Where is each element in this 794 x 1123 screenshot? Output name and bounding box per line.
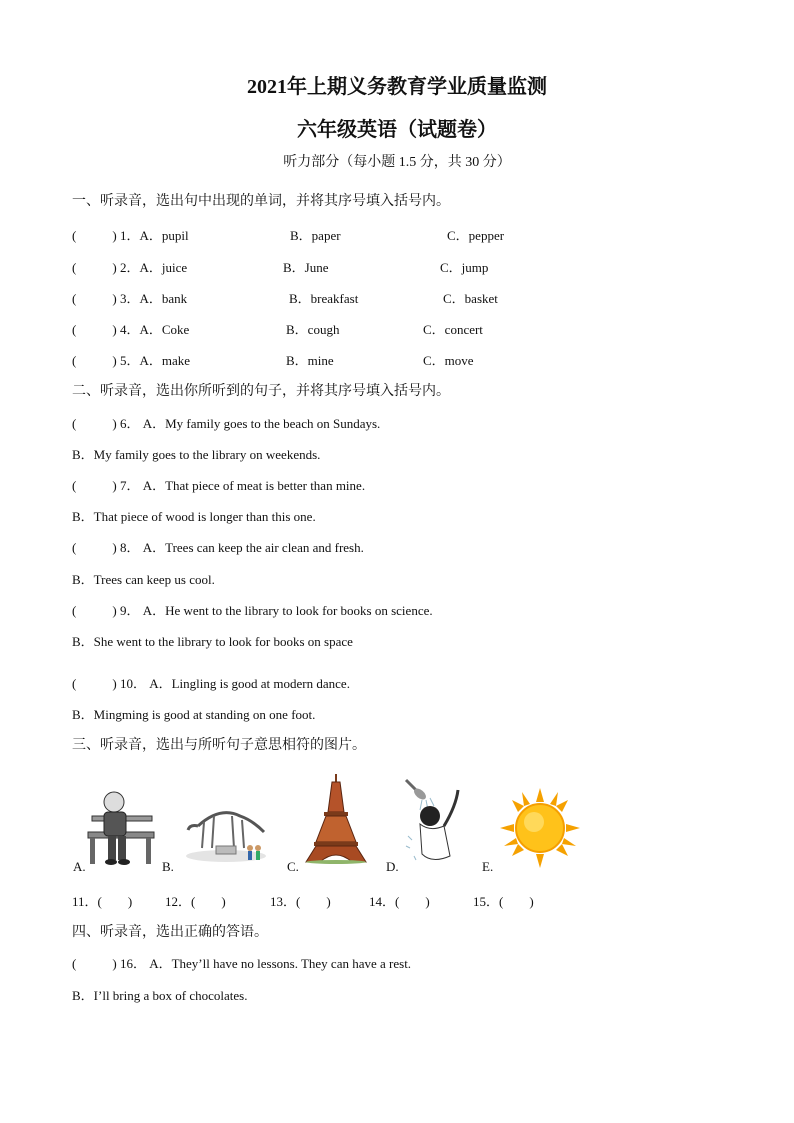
option-b: B．I’ll bring a box of chocolates. xyxy=(72,988,248,1003)
answer-blank-11[interactable]: 11．( ) xyxy=(72,894,133,909)
list-item: ( ) 2．A．juice xyxy=(72,260,188,275)
list-item: ( ) 4．A．Coke xyxy=(72,322,190,337)
section1-heading: 一、听录音，选出句中出现的单词，并将其序号填入括号内。 xyxy=(72,194,450,209)
answer-blank-13[interactable]: 13．( ) xyxy=(270,894,331,909)
option-b: B．She went to the library to look for books on space xyxy=(72,634,353,649)
dinosaur-skeleton-icon xyxy=(180,798,272,866)
answer-blank-14[interactable]: 14．( ) xyxy=(369,894,430,909)
list-item: ( ) 5．A．make xyxy=(72,353,190,368)
sun-icon xyxy=(500,788,580,868)
list-item: ( ) 1．A．pupil xyxy=(72,228,189,243)
picture-label-c: C. xyxy=(287,859,299,874)
list-item: ( ) 3．A．bank xyxy=(72,291,188,306)
option-c: C．jump xyxy=(440,260,489,275)
eiffel-tower-icon xyxy=(302,772,370,864)
list-item: ( ) 6． A．My family goes to the beach on Sundays. xyxy=(72,416,381,431)
option-b: B．Trees can keep us cool. xyxy=(72,572,215,587)
option-b: B．paper xyxy=(290,228,341,243)
listening-note: 听力部分（每小题 1.5 分，共 30 分） xyxy=(283,155,511,170)
list-item: ( ) 9． A．He went to the library to look for books on science. xyxy=(72,603,433,618)
picture-label-e: E. xyxy=(482,859,494,874)
option-b: B．My family goes to the library on weekends. xyxy=(72,447,321,462)
option-c: C．move xyxy=(423,353,474,368)
answer-blank-12[interactable]: 12．( ) xyxy=(165,894,226,909)
picture-label-b: B. xyxy=(162,859,174,874)
option-b: B．June xyxy=(283,260,329,275)
list-item: ( ) 8． A．Trees can keep the air clean and fresh. xyxy=(72,540,364,555)
option-c: C．concert xyxy=(423,322,483,337)
list-item: ( ) 10． A．Lingling is good at modern dance. xyxy=(72,676,350,691)
page-subtitle: 六年级英语（试题卷） xyxy=(297,119,497,141)
shower-child-icon xyxy=(400,776,470,866)
answer-blank-15[interactable]: 15．( ) xyxy=(473,894,534,909)
list-item: ( ) 7． A．That piece of meat is better than mine. xyxy=(72,478,366,493)
option-b: B．cough xyxy=(286,322,340,337)
old-man-bench-icon xyxy=(84,788,160,868)
picture-label-a: A. xyxy=(73,859,86,874)
option-b: B．That piece of wood is longer than this one. xyxy=(72,509,316,524)
picture-label-d: D. xyxy=(386,859,399,874)
option-c: C．pepper xyxy=(447,228,505,243)
section4-heading: 四、听录音，选出正确的答语。 xyxy=(72,925,268,940)
option-c: C．basket xyxy=(443,291,498,306)
section3-heading: 三、听录音，选出与所听句子意思相符的图片。 xyxy=(72,738,366,753)
option-b: B．breakfast xyxy=(289,291,359,306)
option-b: B．mine xyxy=(286,353,334,368)
list-item: ( ) 16． A．They’ll have no lessons. They can have a rest. xyxy=(72,956,412,971)
option-b: B．Mingming is good at standing on one foot. xyxy=(72,707,316,722)
page-title: 2021年上期义务教育学业质量监测 xyxy=(247,76,547,98)
section2-heading: 二、听录音，选出你所听到的句子，并将其序号填入括号内。 xyxy=(72,384,450,399)
